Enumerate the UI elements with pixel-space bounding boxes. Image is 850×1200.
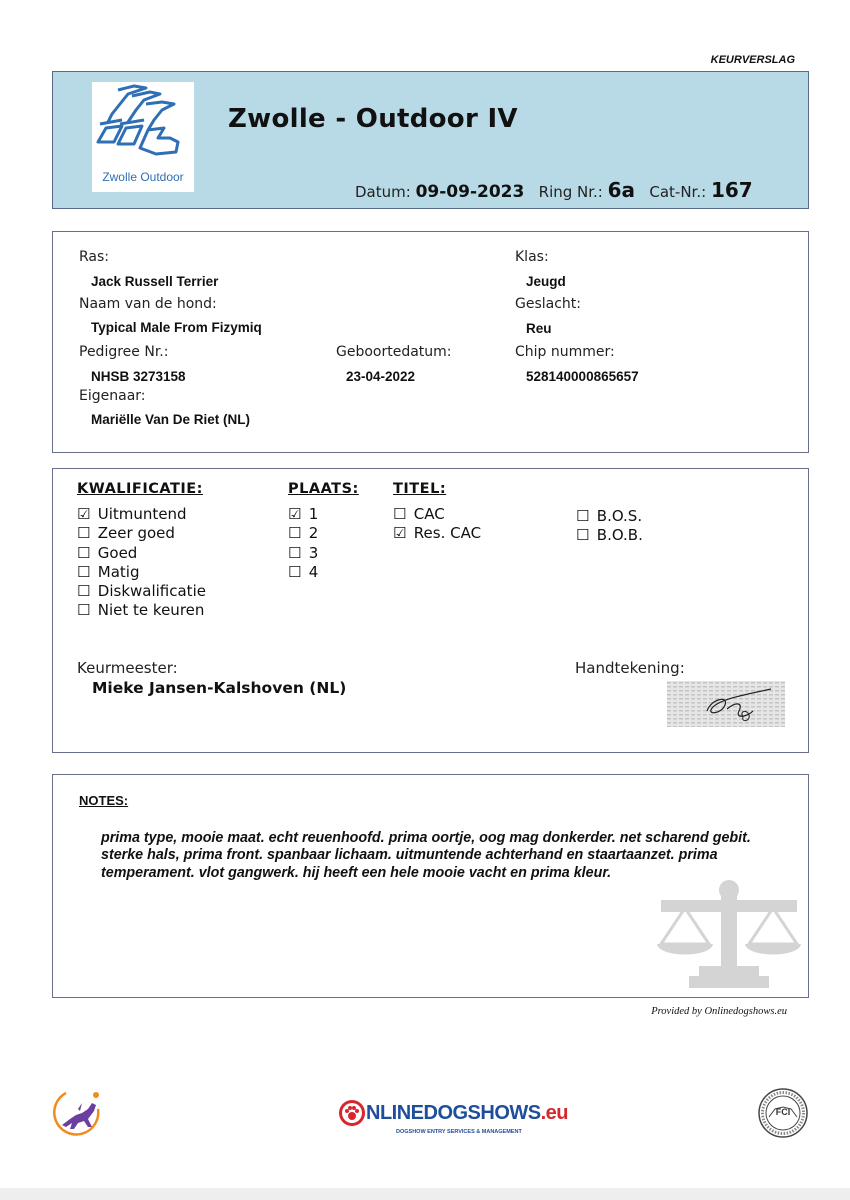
- class-value: Jeugd: [526, 274, 566, 289]
- ring-label: Ring Nr.:: [538, 183, 603, 201]
- signature-image: [667, 681, 785, 727]
- kwalificatie-option[interactable]: [77, 505, 206, 524]
- signature-label: Handtekening:: [575, 659, 685, 677]
- titel-list: [393, 505, 481, 544]
- option-label: Matig: [97, 562, 140, 581]
- kwalificatie-option[interactable]: [77, 601, 206, 620]
- plaats-option[interactable]: [288, 524, 318, 543]
- show-logo-text: Zwolle Outdoor: [102, 170, 184, 184]
- checkbox-icon: ☑: [77, 505, 91, 523]
- checkbox-icon: ☐: [288, 524, 302, 543]
- option-label: CAC: [413, 505, 445, 523]
- checkbox-icon: ☐: [77, 562, 91, 581]
- provided-by: Provided by Onlinedogshows.eu: [651, 1006, 787, 1017]
- owner-label: Eigenaar:: [79, 388, 146, 404]
- plaats-option[interactable]: [288, 563, 318, 582]
- sex-label: Geslacht:: [515, 296, 582, 312]
- titel-option[interactable]: [576, 507, 643, 526]
- checkbox-icon: ☐: [77, 543, 91, 562]
- option-label: Zeer goed: [97, 524, 175, 543]
- judge-label: Keurmeester:: [77, 659, 178, 677]
- checkbox-icon: ☐: [576, 507, 590, 525]
- plaats-heading: PLAATS:: [288, 481, 359, 497]
- option-label: 3: [308, 543, 319, 562]
- breed-label: Ras:: [79, 249, 110, 265]
- paw-icon: [338, 1099, 366, 1127]
- option-label: Res. CAC: [413, 524, 482, 543]
- checkbox-icon: ☐: [77, 601, 91, 620]
- judge-value: Mieke Jansen-Kalshoven (NL): [92, 679, 347, 697]
- show-title: Zwolle - Outdoor IV: [228, 104, 518, 134]
- brand-tagline: DOGSHOW ENTRY SERVICES & MANAGEMENT: [396, 1129, 522, 1135]
- brand-main: NLINEDOGSHOWS: [366, 1102, 541, 1124]
- chip-value: 528140000865657: [526, 369, 639, 384]
- fci-logo: [757, 1087, 809, 1139]
- option-label: Diskwalificatie: [97, 582, 206, 601]
- show-logo: [92, 82, 194, 192]
- checkbox-icon: ☐: [77, 524, 91, 543]
- kwalificatie-option[interactable]: [77, 563, 206, 582]
- plaats-list: [288, 505, 318, 582]
- option-label: 4: [308, 562, 319, 581]
- birthdate-label: Geboortedatum:: [336, 344, 452, 360]
- notes-heading: NOTES:: [79, 793, 129, 808]
- option-label: Uitmuntend: [97, 505, 187, 523]
- cat-value: 167: [710, 178, 753, 202]
- option-label: Goed: [97, 543, 138, 562]
- checkbox-icon: ☐: [393, 505, 407, 523]
- plaats-option[interactable]: [288, 505, 318, 524]
- checkbox-icon: ☑: [393, 524, 407, 543]
- option-label: B.O.B.: [596, 526, 643, 545]
- birthdate-value: 23-04-2022: [346, 369, 416, 384]
- club-logo-icon: [52, 1085, 104, 1137]
- fci-text: FCI: [775, 1107, 791, 1117]
- plaats-option[interactable]: [288, 544, 318, 563]
- document-type: KEURVERSLAG: [710, 54, 795, 66]
- dog-name-value: Typical Male From Fizymiq: [91, 320, 262, 335]
- option-label: Niet te keuren: [97, 601, 205, 620]
- checkbox-icon: ☐: [288, 562, 302, 581]
- cat-label: Cat-Nr.:: [649, 183, 707, 201]
- option-label: B.O.S.: [596, 507, 643, 525]
- pedigree-label: Pedigree Nr.:: [79, 344, 169, 360]
- titel-option[interactable]: [576, 526, 643, 545]
- sex-value: Reu: [526, 321, 552, 336]
- ring-value: 6a: [607, 178, 636, 202]
- checkbox-icon: ☐: [288, 543, 302, 562]
- onlinedogshows-logo: [336, 1093, 569, 1141]
- option-label: 1: [308, 505, 319, 523]
- checkbox-icon: ☐: [77, 582, 91, 601]
- breed-value: Jack Russell Terrier: [91, 274, 219, 289]
- kwalificatie-option[interactable]: [77, 524, 206, 543]
- show-meta: [355, 178, 753, 202]
- option-label: 2: [308, 524, 319, 543]
- dog-name-label: Naam van de hond:: [79, 296, 217, 312]
- kwalificatie-list: [77, 505, 206, 621]
- owner-value: Mariëlle Van De Riet (NL): [91, 412, 251, 427]
- checkbox-icon: ☐: [576, 526, 590, 545]
- date-label: Datum:: [355, 183, 411, 201]
- titel-heading: TITEL:: [393, 481, 447, 497]
- pedigree-value: NHSB 3273158: [91, 369, 186, 384]
- titel-option[interactable]: [393, 524, 481, 543]
- checkbox-icon: ☑: [288, 505, 302, 523]
- scales-watermark-icon: [655, 878, 803, 990]
- signature-graphic-icon: [667, 681, 785, 727]
- date-value: 09-09-2023: [415, 182, 525, 202]
- titel-extra-list: [576, 507, 643, 546]
- kwalificatie-heading: KWALIFICATIE:: [77, 481, 203, 497]
- brand-suffix: .eu: [540, 1102, 569, 1124]
- page-bottom-strip: [0, 1188, 850, 1200]
- chip-label: Chip nummer:: [515, 344, 615, 360]
- notes-text: prima type, mooie maat. echt reuenhoofd. prima oortje, oog mag donkerder. net scharend gebit. sterke hals, prima front. spanbaar lichaam. uitmuntende achterhand en staartaanzet. prima temperament. vlot gangwerk. hij heeft een hele mooie vacht en prima kleur.: [101, 830, 751, 881]
- kwalificatie-option[interactable]: [77, 582, 206, 601]
- titel-option[interactable]: [393, 505, 481, 524]
- kwalificatie-option[interactable]: [77, 544, 206, 563]
- class-label: Klas:: [515, 249, 549, 265]
- show-logo-graphic-icon: [92, 82, 194, 166]
- brand-text: [366, 1102, 568, 1125]
